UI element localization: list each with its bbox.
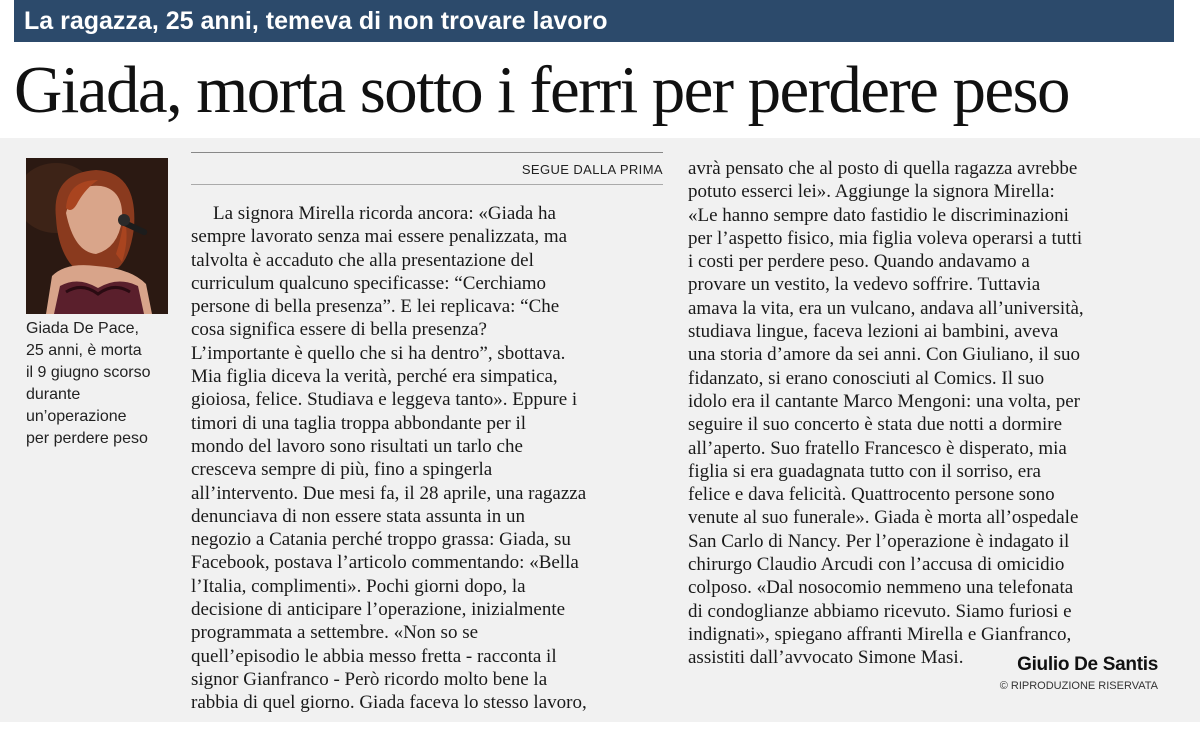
article-line: i costi per perdere peso. Quando andavamo a bbox=[688, 251, 1030, 273]
article-line: seguire il suo concerto è stata due notti a dormire bbox=[688, 414, 1063, 436]
article-line: Facebook, postava l’articolo commentando: «Bella bbox=[191, 552, 579, 574]
article-line: fidanzato, si erano conosciuti al Comics. Il suo bbox=[688, 367, 1045, 389]
article-line: provare un vestito, la vedevo soffrire. Tuttavia bbox=[688, 274, 1041, 296]
article-line: chirurgo Claudio Arcudi con l’accusa di omicidio bbox=[688, 554, 1065, 576]
article-line: studiava lingue, faceva lezioni ai bambini, aveva bbox=[688, 321, 1059, 343]
article-line: cresceva sempre di più, fino a spingerla bbox=[191, 459, 493, 481]
caption-line: per perdere peso bbox=[26, 430, 148, 447]
article-line: avrà pensato che al posto di quella ragazza avrebbe bbox=[688, 158, 1078, 179]
article-line: amava la vita, era un vulcano, andava all’università, bbox=[688, 297, 1084, 319]
divider-rule bbox=[191, 152, 663, 153]
photo-caption bbox=[26, 318, 176, 450]
article-line: figlia si era guadagnata tutto con il sorriso, era bbox=[688, 460, 1041, 482]
article-line: indignati», spiegano affranti Mirella e Gianfranco, bbox=[688, 623, 1072, 645]
article-line: una storia d’amore da sei anni. Con Giuliano, il suo bbox=[688, 344, 1081, 366]
article-line: quell’episodio le abbia messo fretta - racconta il bbox=[191, 645, 557, 667]
article-line: idolo era il cantante Marco Mengoni: una volta, per bbox=[688, 390, 1081, 412]
headline: Giada, morta sotto i ferri per perdere peso bbox=[14, 53, 1069, 127]
article-line: felice e dava felicità. Quattrocento persone sono bbox=[688, 484, 1055, 506]
author-byline: Giulio De Santis bbox=[1017, 654, 1158, 675]
copyright-notice: © RIPRODUZIONE RISERVATA bbox=[999, 680, 1158, 692]
caption-line: il 9 giugno scorso bbox=[26, 364, 151, 381]
article-line: Mia figlia diceva la verità, perché era simpatica, bbox=[191, 366, 558, 388]
article-line: persone di bella presenza”. E lei replicava: “Che bbox=[191, 296, 560, 318]
article-line: decisione di anticipare l’operazione, inizialmente bbox=[191, 599, 566, 621]
divider-rule bbox=[191, 184, 663, 185]
caption-line: un’operazione bbox=[26, 408, 127, 425]
article-line: «Le hanno sempre dato fastidio le discriminazioni bbox=[688, 204, 1069, 226]
article-line: talvolta è accaduto che alla presentazione del bbox=[191, 249, 534, 271]
article-line: colposo. «Dal nosocomio nemmeno una telefonata bbox=[688, 577, 1074, 599]
article-line: cosa significa essere di bella presenza? bbox=[191, 319, 487, 341]
article-line: programmata a settembre. «Non so se bbox=[191, 622, 479, 644]
article-column-right bbox=[688, 157, 1168, 670]
article-line: mondo del lavoro sono risultati un tarlo che bbox=[191, 435, 523, 457]
article-line: gioiosa, felice. Studiava e leggeva tanto». Eppure i bbox=[191, 389, 578, 411]
caption-line: 25 anni, è morta bbox=[26, 342, 142, 359]
segue-label: SEGUE DALLA PRIMA bbox=[521, 162, 663, 177]
article-line: venute al suo funerale». Giada è morta all’ospedale bbox=[688, 507, 1079, 529]
kicker-banner: La ragazza, 25 anni, temeva di non trovare lavoro bbox=[14, 0, 1174, 42]
article-line: curriculum qualcuno specificasse: “Cerchiamo bbox=[191, 272, 547, 294]
caption-line: Giada De Pace, bbox=[26, 320, 139, 337]
article-line: negozio a Catania perché troppo grassa: Giada, su bbox=[191, 529, 571, 551]
portrait-photo bbox=[26, 158, 168, 314]
article-line: di condoglianze abbiamo ricevuto. Siamo furiosi e bbox=[688, 600, 1072, 622]
article-line: sempre lavorato senza mai essere penalizzata, ma bbox=[191, 226, 568, 248]
article-line: San Carlo di Nancy. Per l’operazione è indagato il bbox=[688, 530, 1070, 552]
caption-line: durante bbox=[26, 386, 81, 403]
article-line: all’aperto. Suo fratello Francesco è disperato, mia bbox=[688, 437, 1067, 459]
article-line: assistiti dall’avvocato Simone Masi. bbox=[688, 647, 964, 669]
article-line: potuto esserci lei». Aggiunge la signora Mirella: bbox=[688, 181, 1055, 203]
article-line: l’Italia, complimenti». Pochi giorni dopo, la bbox=[191, 575, 526, 597]
article-line: all’intervento. Due mesi fa, il 28 aprile, una ragazza bbox=[191, 482, 587, 504]
article-line: La signora Mirella ricorda ancora: «Giada ha bbox=[213, 203, 556, 224]
singer-photo-illustration bbox=[26, 158, 168, 314]
article-line: timori di una taglia troppa abbondante per il bbox=[191, 412, 527, 434]
article-line: rabbia di quel giorno. Giada faceva lo stesso lavoro, bbox=[191, 692, 587, 714]
article-line: denunciava di non essere stata assunta in un bbox=[191, 505, 525, 527]
article-column-left bbox=[191, 202, 671, 715]
article-line: per l’aspetto fisico, mia figlia voleva operarsi a tutti bbox=[688, 227, 1083, 249]
article-line: signor Gianfranco - Però ricordo molto bene la bbox=[191, 668, 548, 690]
article-line: L’importante è quello che si ha dentro”, sbottava. bbox=[191, 342, 566, 364]
